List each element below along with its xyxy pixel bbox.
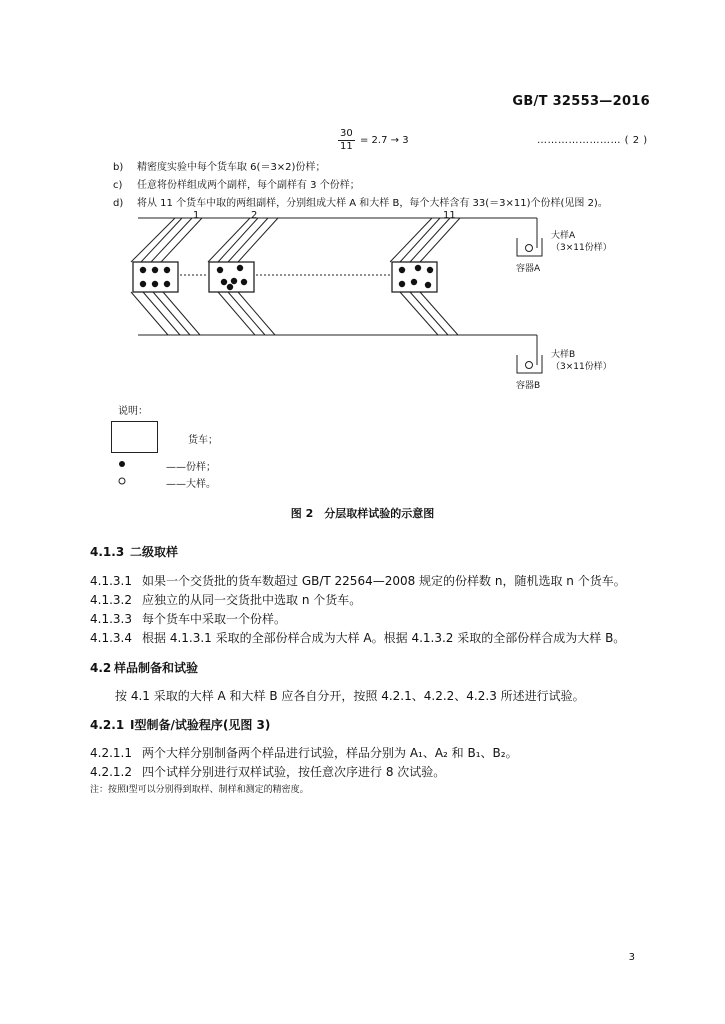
list-item-text: 任意将份样组成两个副样，每个副样有 3 个份样； bbox=[137, 180, 360, 191]
increment-dot bbox=[241, 279, 247, 285]
section-heading-4-1-3 bbox=[90, 543, 178, 560]
increment-dot bbox=[152, 281, 158, 287]
paragraph-4-2-1-2 bbox=[90, 763, 445, 780]
list-item-label: d) bbox=[113, 198, 124, 209]
paragraph-4-1-3-3 bbox=[90, 610, 286, 627]
increment-dot bbox=[217, 267, 223, 273]
increment-dot bbox=[152, 267, 158, 273]
arrow-group-wagon-2 bbox=[208, 218, 278, 335]
wagon-number-2: 2 bbox=[251, 210, 258, 221]
container-a bbox=[517, 218, 542, 256]
section-heading-4-2 bbox=[90, 659, 198, 676]
paragraph-4-2-1-1 bbox=[90, 744, 518, 761]
equation-number: …………………… ( 2 ) bbox=[537, 135, 648, 146]
legend-circle-icon bbox=[119, 478, 125, 484]
increment-dot bbox=[399, 281, 405, 287]
wagon-number-1: 1 bbox=[193, 210, 200, 221]
increment-dot bbox=[415, 265, 421, 271]
list-item-label: b) bbox=[113, 162, 124, 173]
legend-increment-label: ——份样； bbox=[166, 462, 216, 473]
figure-caption: 图 2 分层取样试验的示意图 bbox=[290, 507, 435, 520]
wagon-box bbox=[392, 262, 437, 292]
increment-dot bbox=[425, 282, 431, 288]
wagon-number-11: 11 bbox=[443, 210, 456, 221]
paragraph-number: 4.2.1.2 bbox=[90, 765, 132, 779]
increment-dot bbox=[164, 281, 170, 287]
increment-dot bbox=[140, 281, 146, 287]
arrow-group-wagon-11 bbox=[390, 218, 460, 335]
list-item-text: 将从 11 个货车中取的两组副样，分别组成大样 A 和大样 B，每个大样含有 33(＝3×11)个份样(见图 2)。 bbox=[137, 198, 608, 209]
legend-gross-label: ——大样。 bbox=[166, 479, 216, 490]
paragraph-text: 如果一个交货批的货车数超过 GB/T 22564—2008 规定的份样数 n，随机选取 n 个货车。 bbox=[142, 574, 626, 588]
sample-a-detail: （3×11份样） bbox=[551, 243, 612, 253]
paragraph-number: 4.1.3.1 bbox=[90, 574, 132, 588]
container-b bbox=[517, 335, 542, 373]
increment-dot bbox=[237, 265, 243, 271]
section-heading-4-2-1 bbox=[90, 716, 270, 733]
paragraph-number: 4.1.3.2 bbox=[90, 593, 132, 607]
section-number: 4.1.3 bbox=[90, 545, 125, 559]
formula-denominator: 11 bbox=[340, 141, 353, 152]
paragraph-text: 每个货车中采取一个份样。 bbox=[142, 612, 287, 626]
legend-title: 说明： bbox=[118, 406, 148, 417]
sample-b-name: 大样B bbox=[551, 350, 576, 360]
paragraph-number: 4.1.3.3 bbox=[90, 612, 132, 626]
page-number: 3 bbox=[628, 952, 635, 963]
increment-dot bbox=[227, 284, 233, 290]
section-title: 二级取样 bbox=[130, 545, 179, 559]
paragraph-4-1-3-1 bbox=[90, 572, 626, 589]
increment-dot bbox=[411, 279, 417, 285]
wagon-box bbox=[133, 262, 178, 292]
increment-dot bbox=[427, 267, 433, 273]
section-title: 样品制备和试验 bbox=[114, 661, 199, 675]
list-item-text: 精密度实验中每个货车取 6(＝3×2)份样； bbox=[137, 162, 326, 173]
list-item-label: c) bbox=[113, 180, 123, 191]
paragraph-text: 应独立的从同一交货批中选取 n 个货车。 bbox=[142, 593, 362, 607]
formula-expression: = 2.7 → 3 bbox=[360, 135, 409, 146]
section-title: Ⅰ型制备/试验程序(见图 3) bbox=[130, 718, 271, 732]
standard-number: GB/T 32553—2016 bbox=[512, 94, 650, 109]
container-a-label: 容器A bbox=[516, 264, 541, 274]
arrow-group-wagon-1 bbox=[131, 218, 202, 335]
legend-wagon-label: 货车； bbox=[188, 435, 218, 446]
formula-numerator: 30 bbox=[340, 128, 353, 139]
paragraph-text: 两个大样分别制备两个样品进行试验，样品分别为 A₁、A₂ 和 B₁、B₂。 bbox=[142, 746, 518, 760]
increment-dot bbox=[221, 279, 227, 285]
note: 注：按照Ⅰ型可以分别得到取样、制样和测定的精密度。 bbox=[90, 785, 309, 795]
paragraph-4-1-3-4 bbox=[90, 629, 625, 646]
increment-dot bbox=[231, 278, 237, 284]
paragraph-text: 四个试样分别进行双样试验，按任意次序进行 8 次试验。 bbox=[142, 765, 446, 779]
paragraph-4-1-3-2 bbox=[90, 591, 361, 608]
section-number: 4.2.1 bbox=[90, 718, 125, 732]
legend-wagon-box bbox=[111, 421, 158, 453]
section-number: 4.2 bbox=[90, 661, 112, 675]
increment-dot bbox=[164, 267, 170, 273]
paragraph-number: 4.2.1.1 bbox=[90, 746, 132, 760]
sample-a-name: 大样A bbox=[551, 231, 576, 241]
paragraph-4-2-intro: 按 4.1 采取的大样 A 和大样 B 应各自分开，按照 4.2.1、4.2.2、4.2.3 所述进行试验。 bbox=[115, 689, 585, 703]
sample-b-detail: （3×11份样） bbox=[551, 362, 612, 372]
paragraph-text: 根据 4.1.3.1 采取的全部份样合成为大样 A。根据 4.1.3.2 采取的全部份样合成为大样 B。 bbox=[142, 631, 626, 645]
legend-dot-icon bbox=[119, 461, 125, 467]
increment-dots bbox=[140, 265, 433, 290]
increment-dot bbox=[399, 267, 405, 273]
paragraph-number: 4.1.3.4 bbox=[90, 631, 132, 645]
container-b-label: 容器B bbox=[516, 381, 541, 391]
increment-dot bbox=[140, 267, 146, 273]
